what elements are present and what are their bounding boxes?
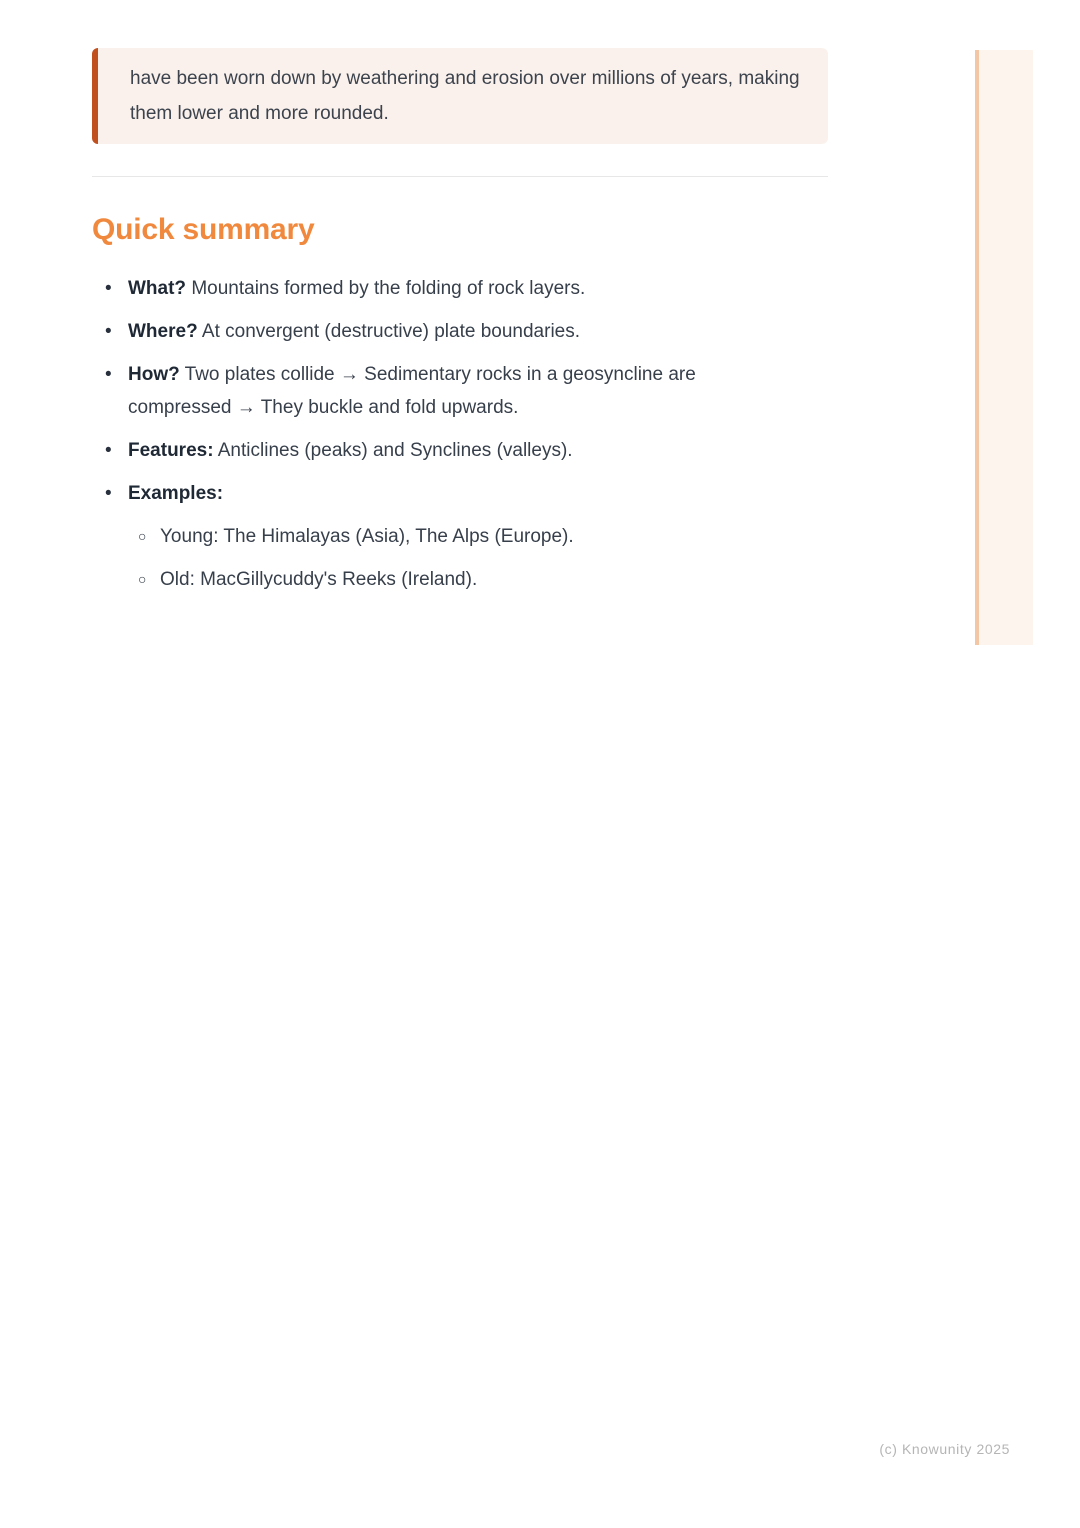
examples-sublist xyxy=(138,520,815,596)
page-edge-decoration xyxy=(975,50,1033,645)
callout-text: have been worn down by weathering and erosion over millions of years, making them lower and more rounded. xyxy=(130,68,800,124)
circle-bullet-icon: ○ xyxy=(138,528,147,544)
bullet-icon: • xyxy=(105,440,112,461)
list-item-label: How? xyxy=(128,364,180,385)
list-item-text: Where? At convergent (destructive) plate boundaries. xyxy=(128,321,581,342)
circle-bullet-icon: ○ xyxy=(138,571,147,587)
list-item-label: Examples: xyxy=(128,483,224,504)
list-item-text: What? Mountains formed by the folding of rock layers. xyxy=(128,278,586,299)
bullet-icon: • xyxy=(105,321,112,342)
section-divider xyxy=(92,176,828,177)
callout-accent-bar xyxy=(92,48,98,144)
bullet-icon: • xyxy=(105,278,112,299)
copyright-note: (c) Knowunity 2025 xyxy=(879,1441,1010,1457)
list-item-label: What? xyxy=(128,278,187,299)
sublist-item-young xyxy=(138,520,815,553)
sublist-item-text: Old: MacGillycuddy's Reeks (Ireland). xyxy=(160,569,478,590)
list-item-text xyxy=(128,477,223,510)
list-item-label: Features: xyxy=(128,440,214,461)
list-item-what xyxy=(105,272,815,305)
bullet-icon: • xyxy=(105,483,112,504)
list-item-text: How? Two plates collide → Sedimentary rocks in a geosyncline are compressed → They buckle and fold upwards. xyxy=(128,364,696,418)
section-title: Quick summary xyxy=(92,213,315,246)
sublist-item-old xyxy=(138,563,815,596)
callout-block xyxy=(92,48,828,144)
sublist-item-text: Young: The Himalayas (Asia), The Alps (Europe). xyxy=(160,526,574,547)
list-item-label: Where? xyxy=(128,321,198,342)
list-item-examples xyxy=(105,477,815,596)
list-item-how xyxy=(105,358,815,424)
list-item-where xyxy=(105,315,815,348)
list-item-text: Features: Anticlines (peaks) and Synclines (valleys). xyxy=(128,440,573,461)
bullet-icon: • xyxy=(105,364,112,385)
list-item-features xyxy=(105,434,815,467)
summary-list xyxy=(105,272,815,606)
